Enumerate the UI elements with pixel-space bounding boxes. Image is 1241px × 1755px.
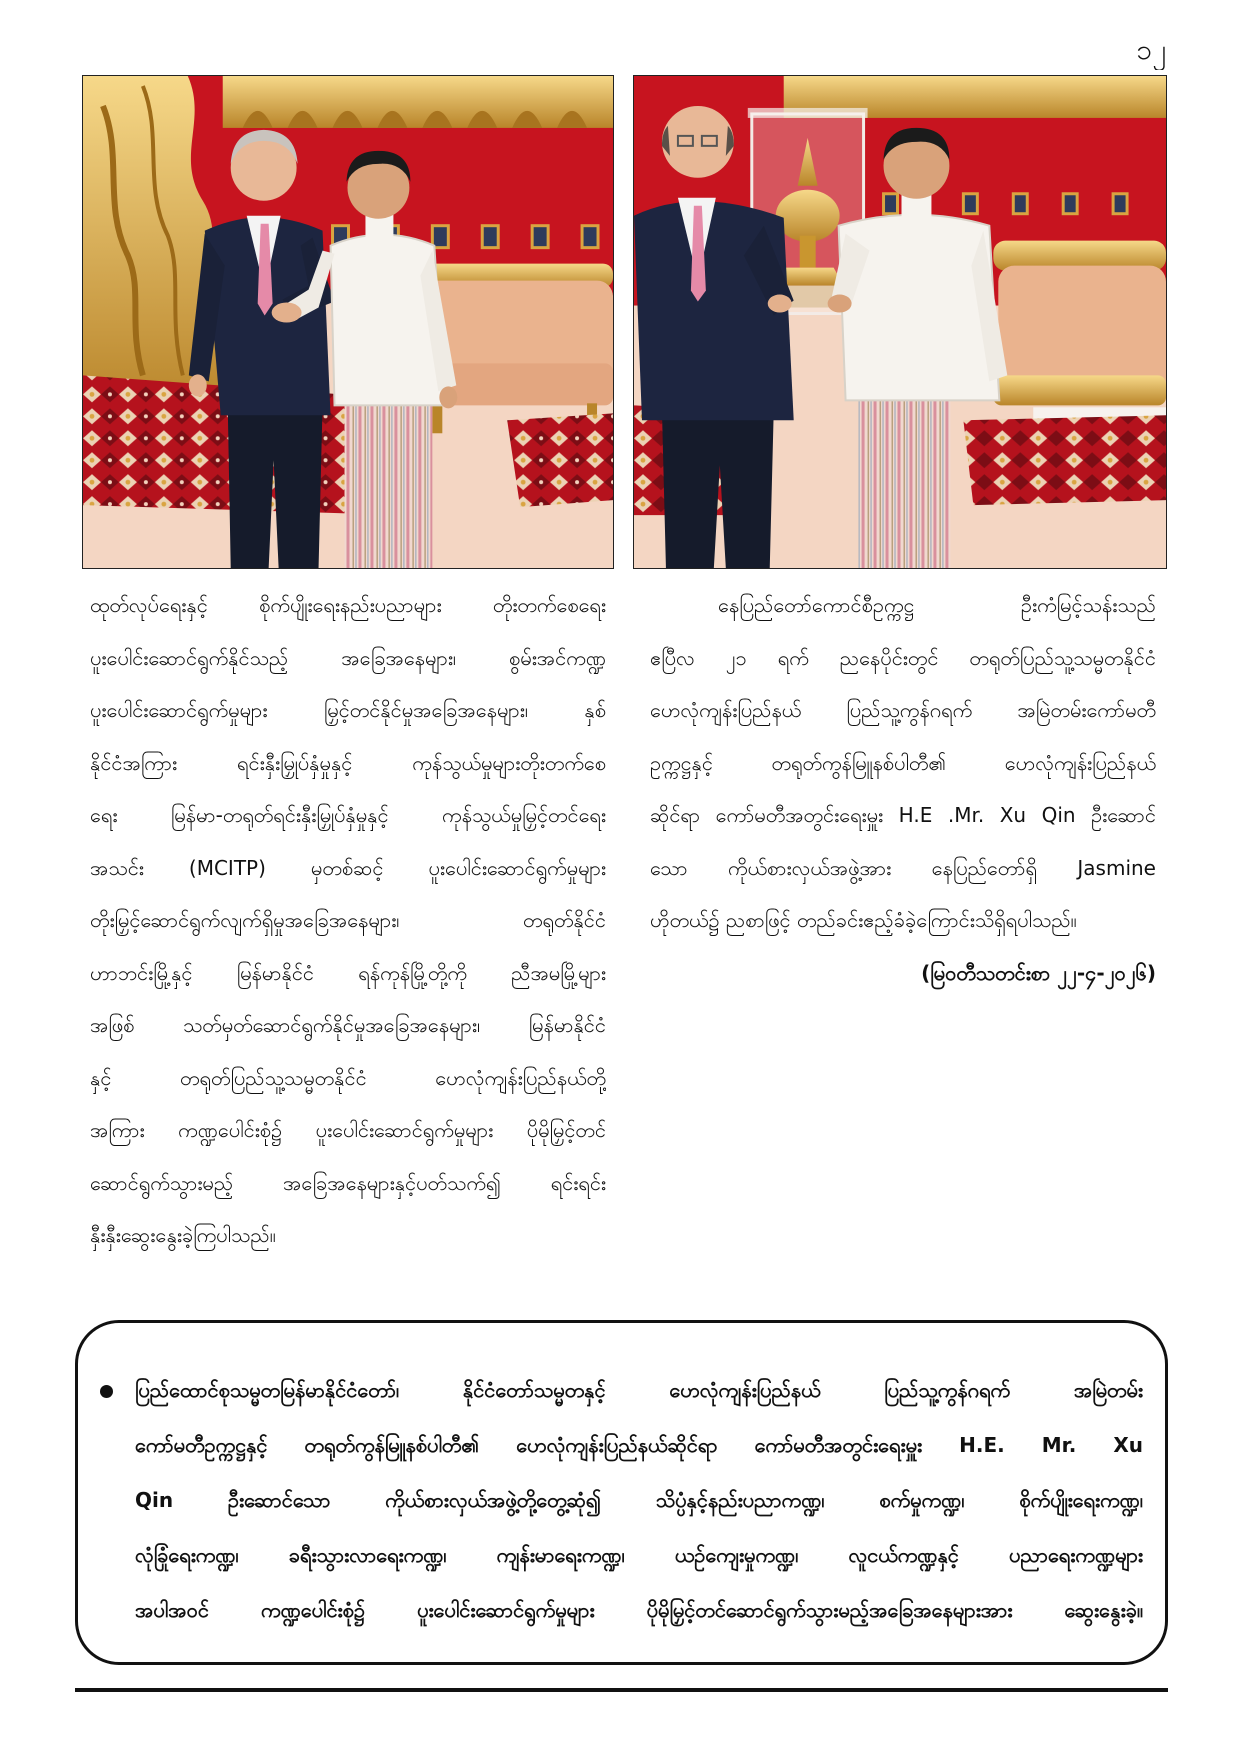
article-line: နှီးနှီးဆွေးနွေးခဲ့ကြပါသည်။: [90, 1223, 276, 1247]
article-column-right: [650, 579, 1156, 999]
article-line: ဟိုတယ်၌ ညစာဖြင့် တည်ခင်းဧည့်ခံခဲ့ကြောင်းသိရှိရပါသည်။: [650, 908, 1077, 932]
handshake: [272, 303, 302, 323]
head: [662, 106, 734, 178]
photo-gift-presentation-illustration: [634, 76, 1166, 568]
photo-handshake: [82, 75, 614, 569]
trophy-stem: [800, 236, 816, 268]
article-line: ပူးပေါင်းဆောင်ရွက်နိုင်သည့် အခြေအနေများ၊ စွမ်းအင်ကဏ္ဍ: [90, 645, 606, 670]
article-line: အဖြစ် သတ်မှတ်ဆောင်ရွက်နိုင်မှုအခြေအနေများ၊ မြန်မာနိုင်ငံ: [90, 1013, 606, 1037]
photo-gift-presentation: [633, 75, 1167, 569]
gold-frieze: [223, 76, 613, 128]
article-line: နှင့် တရုတ်ပြည်သူ့သမ္မတနိုင်ငံ ဟေလုံကျန်းပြည်နယ်တို့: [90, 1065, 606, 1090]
article-line: နေပြည်တော်ကောင်စီဥက္ကဋ္ဌ ဦးကံမြင့်သန်းသည်: [718, 593, 1156, 617]
article-line: အသင်း (MCITP) မှတစ်ဆင့် ပူးပေါင်းဆောင်ရွက်မှုများ: [90, 855, 606, 880]
summary-line: အပါအဝင် ကဏ္ဍပေါင်းစုံ၌ ပူးပေါင်းဆောင်ရွက်မှုများ ပိုမိုမြှင့်တင်ဆောင်ရွက်သွားမည့်အခြေအနေများအား ဆွေးနွေးခဲ့။: [135, 1598, 1143, 1622]
article-line: သော ကိုယ်စားလှယ်အဖွဲ့အား နေပြည်တော်ရှိ Jasmine: [650, 855, 1156, 880]
golden-sofa: [993, 241, 1166, 406]
summary-box: [75, 1320, 1168, 1665]
article-line: ထုတ်လုပ်ရေးနှင့် စိုက်ပျိုးရေးနည်းပညာများ တိုးတက်စေရေး: [90, 593, 606, 617]
news-source-citation: (မြဝတီသတင်းစာ ၂၂-၄-၂၀၂၆): [921, 960, 1156, 985]
summary-line: ပြည်ထောင်စုသမ္မတမြန်မာနိုင်ငံတော်၊ နိုင်ငံတော်သမ္မတနှင့် ဟေလုံကျန်းပြည်နယ် ပြည်သူ့ကွန်ဂရက် အမြဲတမ်း: [135, 1378, 1143, 1402]
page-number: ၁၂: [1136, 33, 1166, 66]
article-line: ဧပြီလ ၂၁ ရက် ညနေပိုင်းတွင် တရုတ်ပြည်သူ့သမ္မတနိုင်ငံ: [650, 645, 1156, 670]
article-column-left: [90, 579, 606, 1262]
longyi: [345, 380, 433, 568]
hand: [439, 386, 457, 408]
summary-line: ကော်မတီဥက္ကဋ္ဌနှင့် တရုတ်ကွန်မြူနစ်ပါတီ၏ ဟေလုံကျန်းပြည်နယ်ဆိုင်ရာ ကော်မတီအတွင်းရေးမှူး H.E. Mr. Xu: [135, 1433, 1143, 1457]
article-line: တိုးမြှင့်ဆောင်ရွက်လျက်ရှိမှုအခြေအနေများ၊ တရုတ်နိုင်ငံ: [90, 908, 606, 932]
suit-jacket: [634, 201, 794, 420]
bullet-icon: [100, 1385, 113, 1398]
summary-line: Qin ဦးဆောင်သော ကိုယ်စားလှယ်အဖွဲ့တို့တွေ့ဆုံ၍ သိပ္ပံနှင့်နည်းပညာကဏ္ဍ၊ စက်မှုကဏ္ဍ၊ စိုက်ပျိုးရေးကဏ္ဍ၊: [135, 1488, 1143, 1512]
article-line: ရေး မြန်မာ-တရုတ်ရင်းနှီးမြှုပ်နှံမှုနှင့် ကုန်သွယ်မှုမြှင့်တင်ရေး: [90, 803, 606, 827]
article-line: ဟေလုံကျန်းပြည်နယ် ပြည်သူ့ကွန်ဂရက် အမြဲတမ်းကော်မတီ: [650, 698, 1156, 722]
trophy-bowl: [776, 190, 840, 242]
article-line: ဆောင်ရွက်သွားမည့် အခြေအနေများနှင့်ပတ်သက်၍ ရင်းရင်း: [90, 1170, 606, 1195]
summary-text: [135, 1363, 1143, 1638]
article-line: ဟာဘင်းမြို့နှင့် မြန်မာနိုင်ငံ ရန်ကုန်မြို့တို့ကို ညီအမမြို့များ: [90, 960, 606, 985]
footer-rule: [75, 1688, 1168, 1692]
hand: [189, 374, 207, 396]
white-jacket: [839, 215, 1000, 401]
article-line: ဥက္ကဋ္ဌနှင့် တရုတ်ကွန်မြူနစ်ပါတီ၏ ဟေလုံကျန်းပြည်နယ်: [650, 750, 1156, 775]
article-line: အကြား ကဏ္ဍပေါင်းစုံ၌ ပူးပေါင်းဆောင်ရွက်မှုများ ပိုမိုမြှင့်တင်: [90, 1118, 606, 1142]
hand: [828, 295, 852, 313]
hand: [768, 295, 792, 313]
longyi: [859, 390, 951, 568]
carpet: [507, 413, 613, 507]
article-line: ဆိုင်ရာ ကော်မတီအတွင်းရေးမှူး H.E .Mr. Xu Qin ဦးဆောင်: [650, 803, 1156, 827]
white-jacket: [331, 235, 445, 406]
carpet: [963, 415, 1166, 505]
article-line: ပူးပေါင်းဆောင်ရွက်မှုများ မြှင့်တင်နိုင်မှုအခြေအနေများ၊ နှစ်: [90, 698, 606, 722]
case-lid: [748, 108, 868, 118]
photo-handshake-illustration: [83, 76, 613, 568]
summary-line: လုံခြုံရေးကဏ္ဍ၊ ခရီးသွားလာရေးကဏ္ဍ၊ ကျန်းမာရေးကဏ္ဍ၊ ယဉ်ကျေးမှုကဏ္ဍ၊ လူငယ်ကဏ္ဍနှင့် ပညာရေးကဏ္ဍများ: [135, 1543, 1143, 1567]
article-line: နိုင်ငံအကြား ရင်းနှီးမြှုပ်နှံမှုနှင့် ကုန်သွယ်မှုများတိုးတက်စေ: [90, 750, 606, 775]
